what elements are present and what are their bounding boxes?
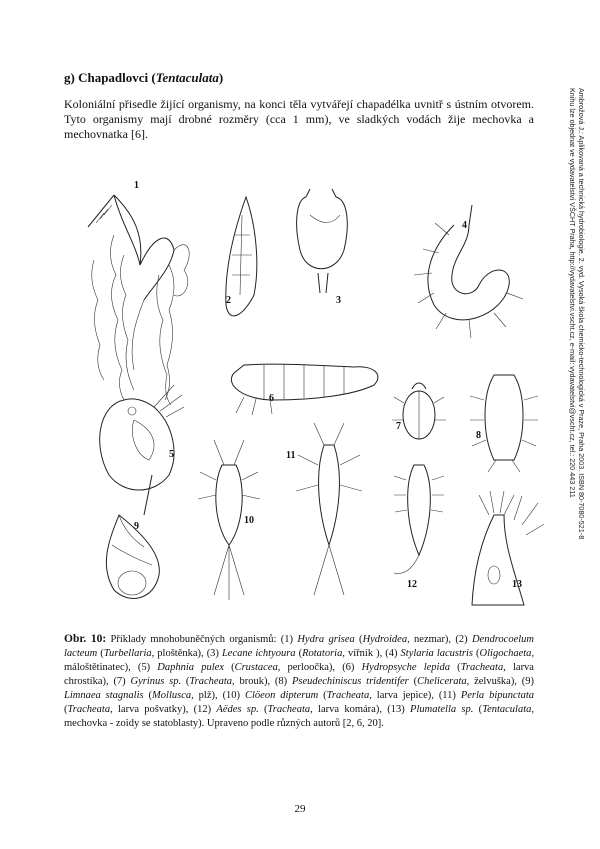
plumatella-drawing [472,491,544,605]
caption-text: (13) [387,704,411,715]
caption-taxon: Lecane ichtyoura [221,648,296,659]
figure-label-4: 4 [462,220,467,231]
caption-text: , larva jepice), [369,690,439,701]
citation-line-1: Ambrožová J.: Aplikovaná a technická hydrobiologie. 2. vyd. Vysoká škola chemicko-technologická v Praze, Praha 2003. ISBN 80-7080-521-8 [577,88,586,540]
heading-text: g) Chapadlovci ( [64,70,156,85]
caption-text: (3) [206,648,222,659]
caption-item [113,676,274,687]
caddisfly-larva-drawing [231,364,378,415]
figure-label-8: 8 [476,430,481,441]
caption-item [281,634,456,645]
caption-text: ( [408,676,418,687]
caption-source: Upraveno podle různých autorů [2, 6, 20]. [206,718,384,729]
caption-items [64,634,534,729]
caption-taxon: Perla bipunctata [460,690,535,701]
caption-text: ( [64,704,68,715]
caption-taxon: Tracheata [267,704,311,715]
caption-taxon: Dendrocoelum lacteum [64,634,534,659]
caption-text: , larva pošvatky), [110,704,194,715]
caption-taxon: Hydra grisea [297,634,355,645]
caption-text: , mechovka - zoidy se statoblasty). [64,704,535,729]
page-number: 29 [294,803,306,815]
caption-taxon: Oligochaeta [479,648,532,659]
figure-label-9: 9 [134,521,139,532]
caption-taxon: Tentaculata [482,704,532,715]
caption-item [223,690,439,701]
figure-label-2: 2 [226,295,231,306]
heading-suffix: ) [218,70,224,85]
caption-text: ( [223,662,235,673]
figure-label-5: 5 [169,449,174,460]
caption-text: (2) [455,634,472,645]
stylaria-drawing [414,205,523,338]
caption-taxon: Tracheata [326,690,370,701]
figure-label-1: 1 [134,180,139,191]
caption-taxon: Rotatoria [302,648,343,659]
caption-text: ( [473,704,483,715]
caption-text: , ploštěnka), [151,648,207,659]
caption-text: (8) [274,676,292,687]
caption-text: , larva chrostíka), [64,662,534,687]
caption-text: ( [473,648,480,659]
caption-taxon: Aëdes sp. [216,704,259,715]
citation-line-2: Knihu lze objednat ve vydavatelství VŠCHT Praha, http://vydavatelstvi.vscht.cz, e-mail: vydavatelstvi@vscht.cz, tel.: 220 443 211 [568,88,577,498]
caption-text: , larva komára), [310,704,388,715]
caption-label: Obr. 10: [64,633,107,645]
caption-text: ( [143,690,153,701]
figure-label-11: 11 [286,450,296,461]
organisms-figure [74,175,544,620]
caption-taxon: Daphnia pulex [157,662,224,673]
caption-item [275,676,522,687]
caption-text: ( [449,662,461,673]
caption-text: (5) [137,662,158,673]
caption-taxon: Gyrinus sp. [130,676,182,687]
rotifer-drawing [297,189,348,293]
caption-text: (7) [113,676,131,687]
heading-italic: Tentaculata [155,70,219,85]
figure-label-7: 7 [396,421,401,432]
caption-item [207,648,386,659]
hydra-drawing [88,195,189,405]
caption-taxon: Tracheata [189,676,233,687]
caption-text: (12) [193,704,217,715]
caption-text: ( [295,648,303,659]
figure-label-6: 6 [269,393,274,404]
caption-item [194,704,388,715]
caption-text: , plž), [191,690,223,701]
caption-item [138,662,342,673]
caption-text: , nezmar), [407,634,456,645]
caption-text: (11) [438,690,461,701]
mosquito-larva-drawing [394,465,444,573]
caption-text: ( [97,648,104,659]
caption-text: , máloštětinatec), [64,648,535,673]
caption-title: Příklady mnohobuněčných organismů: [106,634,281,645]
caption-text: , perloočka), [277,662,343,673]
organisms-drawings [74,175,544,620]
caption-text: , želvuška), [466,676,522,687]
caption-taxon: Tracheata [67,704,111,715]
side-citation [568,88,586,608]
caption-text: , brouk), [232,676,275,687]
caption-text: ( [318,690,327,701]
caption-taxon: Crustacea [234,662,278,673]
caption-text: (9) [521,676,534,687]
caption-taxon: Chelicerata [417,676,467,687]
intro-paragraph: Koloniální přisedle žijící organismy, na konci těla vytvářejí chapadélka uvnitř s ústním otvorem. Tyto organismy mají drobné rozměry (cca 1 mm), ve sladkých vodách žije mechovka a mechovnatka [6]. [64,97,534,141]
caption-text: (6) [342,662,362,673]
caption-taxon: Mollusca [152,690,192,701]
caption-text: (1) [280,634,298,645]
snail-drawing [106,515,159,598]
caption-text: , vířník ), [342,648,386,659]
figure-label-10: 10 [244,515,254,526]
caption-text: (10) [222,690,245,701]
caption-taxon: Hydroidea [362,634,408,645]
caption-taxon: Clöeon dipterum [245,690,319,701]
figure-label-3: 3 [336,295,341,306]
caption-text: ( [258,704,268,715]
caption-taxon: Tracheata [460,662,504,673]
caption-taxon: Plumatella sp. [410,704,474,715]
caption-text: (4) [385,648,401,659]
caption-taxon: Hydropsyche lepida [361,662,450,673]
caption-taxon: Turbellaria [103,648,152,659]
caption-taxon: Limnaea stagnalis [64,690,144,701]
tardigrade-drawing [470,375,538,472]
figure-label-13: 13 [512,579,522,590]
caption-text: ( [354,634,363,645]
figure-label-12: 12 [407,579,417,590]
section-heading [64,70,223,86]
caption-text: ( [181,676,190,687]
figure-caption [64,632,534,731]
caption-taxon: Stylaria lacustris [400,648,473,659]
caption-taxon: Pseudechiniscus tridentifer [291,676,409,687]
stonefly-larva-drawing [296,423,362,595]
